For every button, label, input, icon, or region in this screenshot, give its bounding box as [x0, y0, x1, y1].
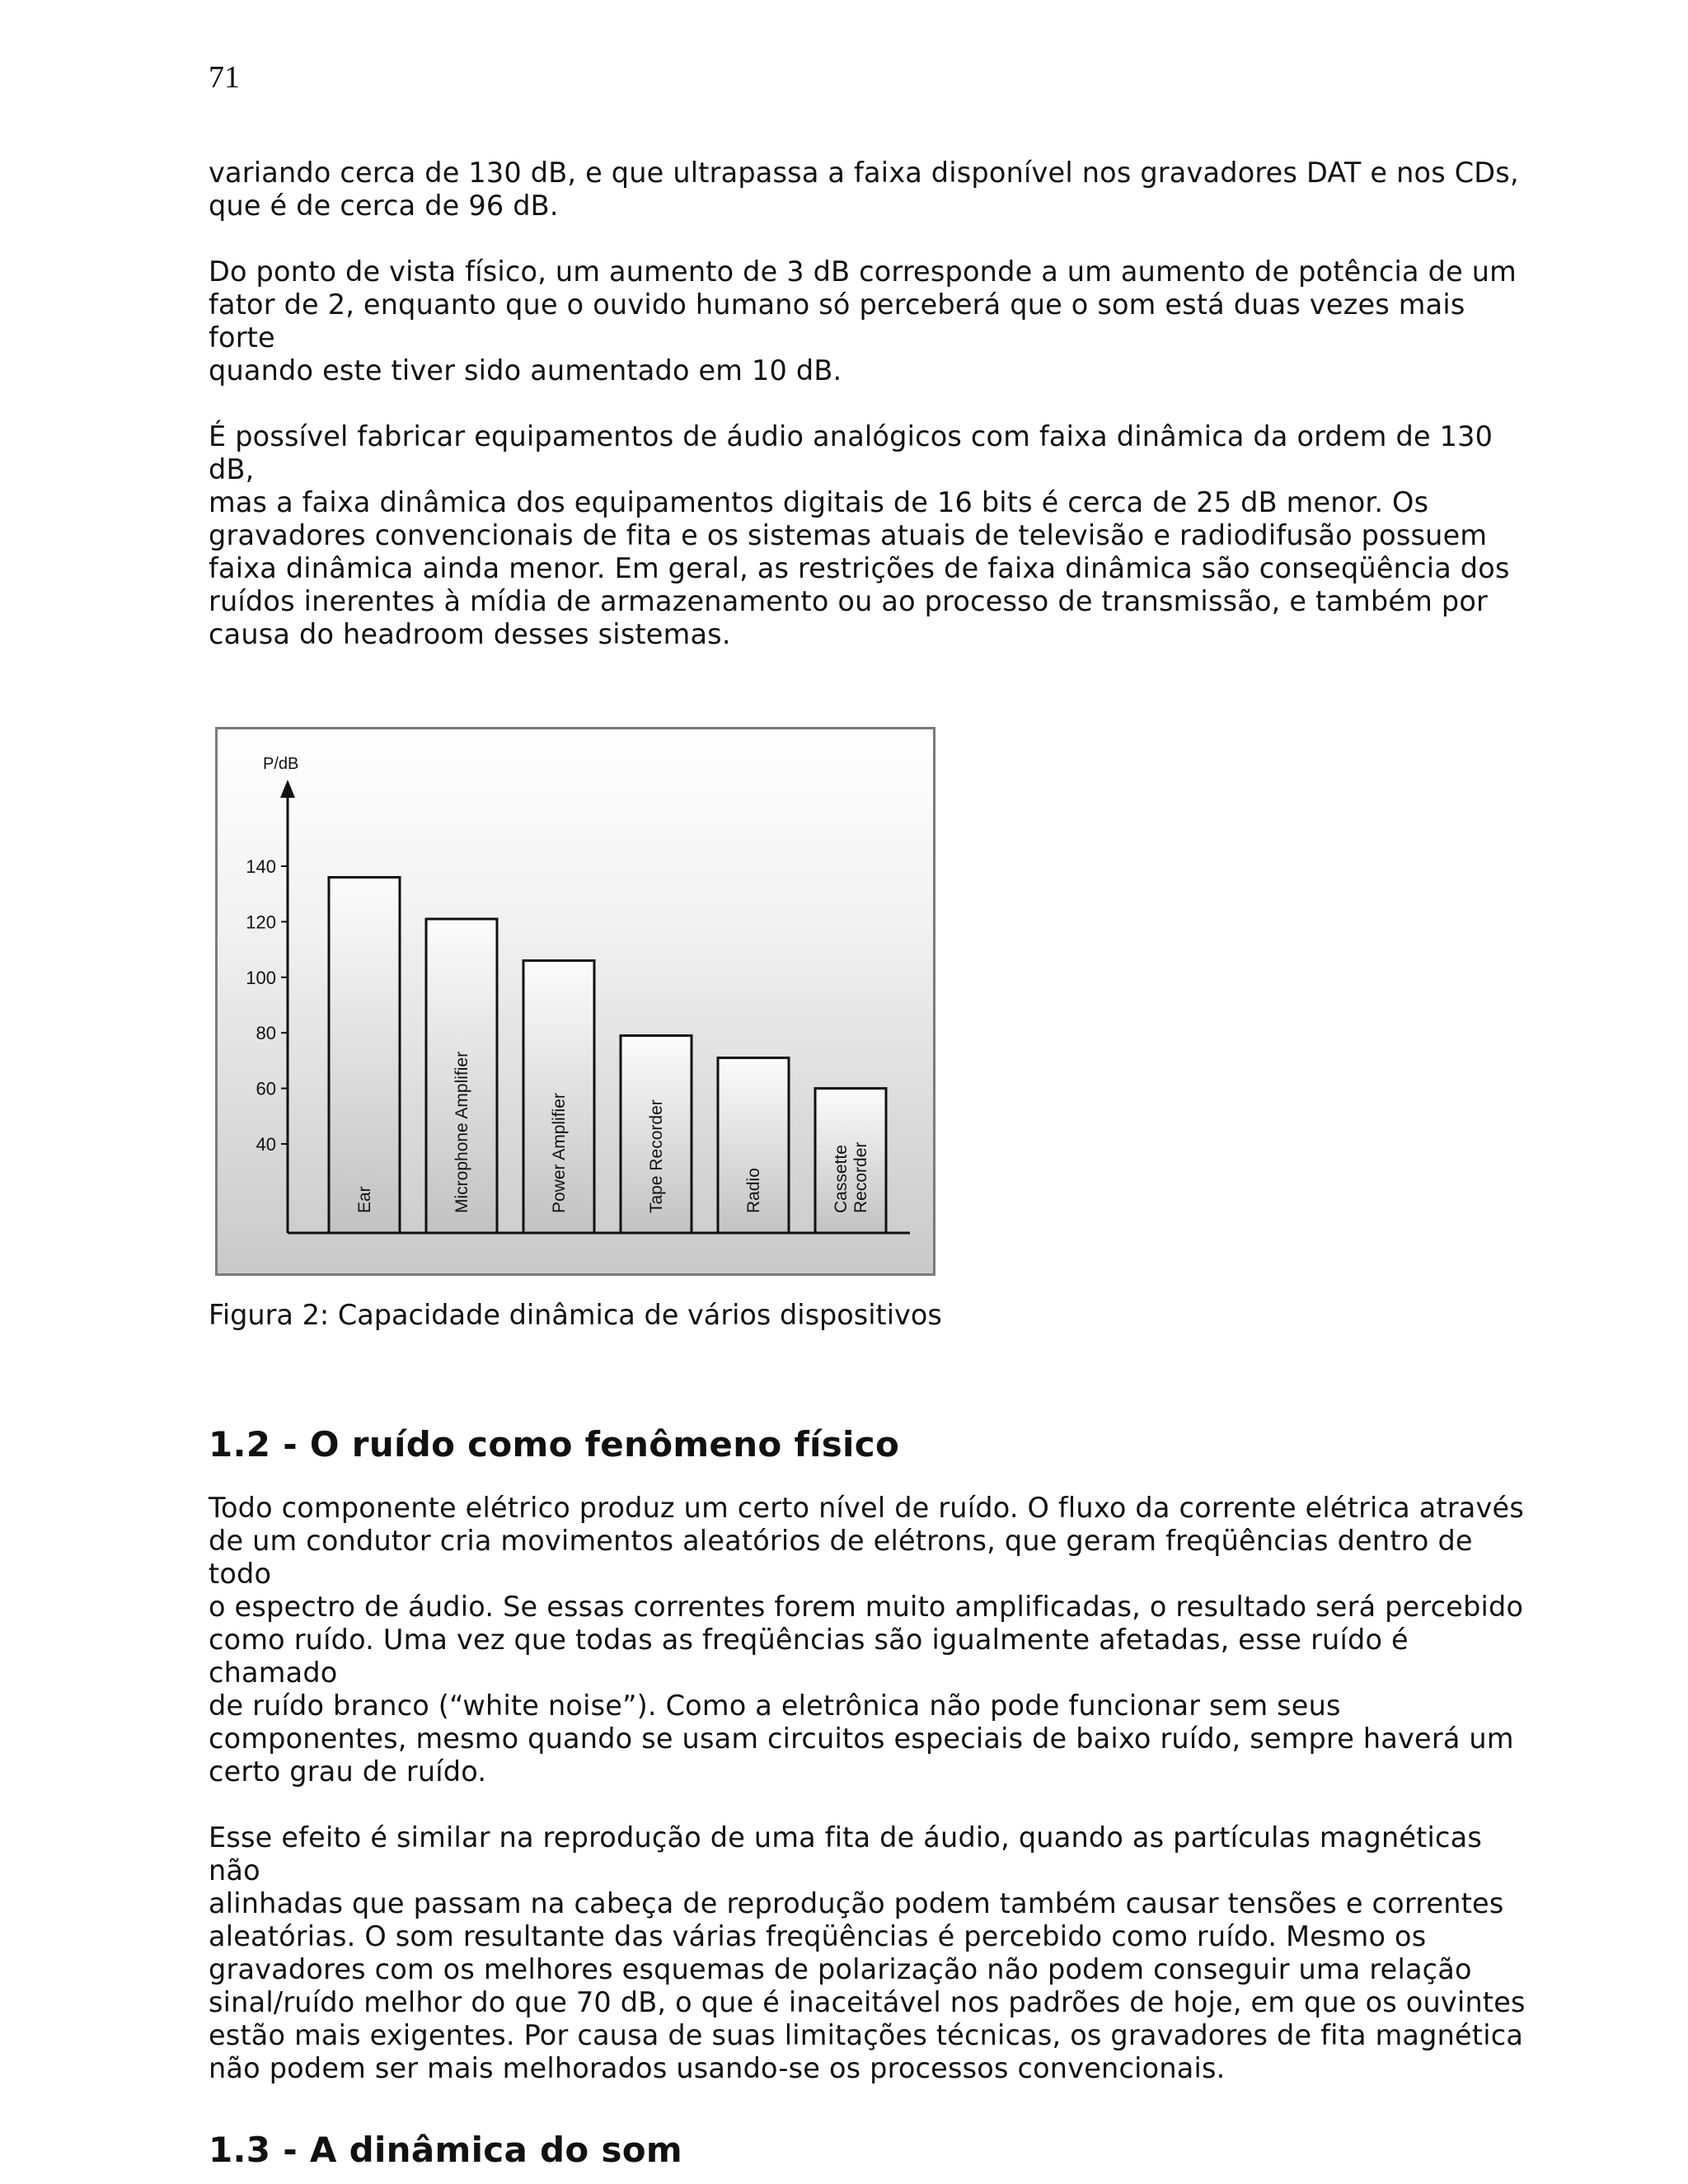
page-content: [209, 157, 1527, 2171]
y-axis-arrow: [280, 780, 295, 798]
paragraph: Do ponto de vista físico, um aumento de 3 dB corresponde a um aumento de potência de um fator de 2, enquanto que o ouvido humano só perceberá que o som está duas vezes mais forte quando este tiver sido aumentado em 10 dB.: [209, 255, 1517, 387]
bar-label: Microphone Amplifier: [452, 1051, 471, 1213]
y-tick-label: 40: [256, 1134, 276, 1155]
bar-label: Tape Recorder: [647, 1099, 666, 1213]
paragraph: É possível fabricar equipamentos de áudio analógicos com faixa dinâmica da ordem de 130 dB, mas a faixa dinâmica dos equipamentos digitais de 16 bits é cerca de 25 dB menor. Os gravadores convencionais de fita e os sistemas atuais de televisão e radiodifusão possuem faixa dinâmica ainda menor. Em geral, as restrições de faixa dinâmica são conseqüência dos ruídos inerentes à mídia de armazenamento ou ao processo de transmissão, e também por causa do headroom desses sistemas.: [209, 420, 1510, 650]
figure-caption: Figura 2: Capacidade dinâmica de vários dispositivos: [209, 1299, 942, 1331]
bar: [815, 1089, 886, 1233]
bar-label: Cassette: [832, 1145, 851, 1213]
bar: [329, 877, 400, 1233]
y-tick-label: 140: [246, 856, 276, 877]
chart-frame: [215, 727, 935, 1276]
paragraph: Esse efeito é similar na reprodução de uma fita de áudio, quando as partículas magnéticas não alinhadas que passam na cabeça de reprodução podem também causar tensões e correntes aleatórias. O som resultante das várias freqüências é percebido como ruído. Mesmo os gravadores com os melhores esquemas de polarização não podem conseguir uma relação sinal/ruído melhor do que 70 dB, o que é inaceitável nos padrões de hoje, em que os ouvintes estão mais exigentes. Por causa de suas limitações técnicas, os gravadores de fita magnética não podem ser mais melhorados usando-se os processos convencionais.: [209, 1821, 1526, 2084]
bar-label: Radio: [744, 1168, 763, 1213]
y-tick-label: 60: [256, 1078, 276, 1099]
section-heading: 1.2 - O ruído como fenômeno físico: [209, 1424, 900, 1465]
paragraph: Todo componente elétrico produz um certo nível de ruído. O fluxo da corrente elétrica através de um condutor cria movimentos aleatórios de elétrons, que geram freqüências dentro de todo o espectro de áudio. Se essas correntes forem muito amplificadas, o resultado será percebido como ruído. Uma vez que todas as freqüências são igualmente afetadas, esse ruído é chamado de ruído branco (“white noise”). Como a eletrônica não pode funcionar sem seus componentes, mesmo quando se usam circuitos especiais de baixo ruído, sempre haverá um certo grau de ruído.: [209, 1492, 1525, 1788]
bar-label: Recorder: [851, 1141, 870, 1213]
y-tick-label: 100: [246, 967, 276, 988]
paragraph: variando cerca de 130 dB, e que ultrapassa a faixa disponível nos gravadores DAT e nos CDs, que é de cerca de 96 dB.: [209, 157, 1519, 222]
bar-label: Power Amplifier: [550, 1093, 569, 1213]
y-axis-label: P/dB: [263, 755, 299, 773]
y-tick-label: 120: [246, 912, 276, 933]
section-heading: 1.3 - A dinâmica do som: [209, 2130, 682, 2170]
y-tick-label: 80: [256, 1023, 276, 1044]
figure: [209, 727, 940, 1282]
page-number: 71: [209, 60, 240, 95]
bar-label: Ear: [355, 1186, 374, 1213]
bar-chart: [218, 729, 933, 1273]
